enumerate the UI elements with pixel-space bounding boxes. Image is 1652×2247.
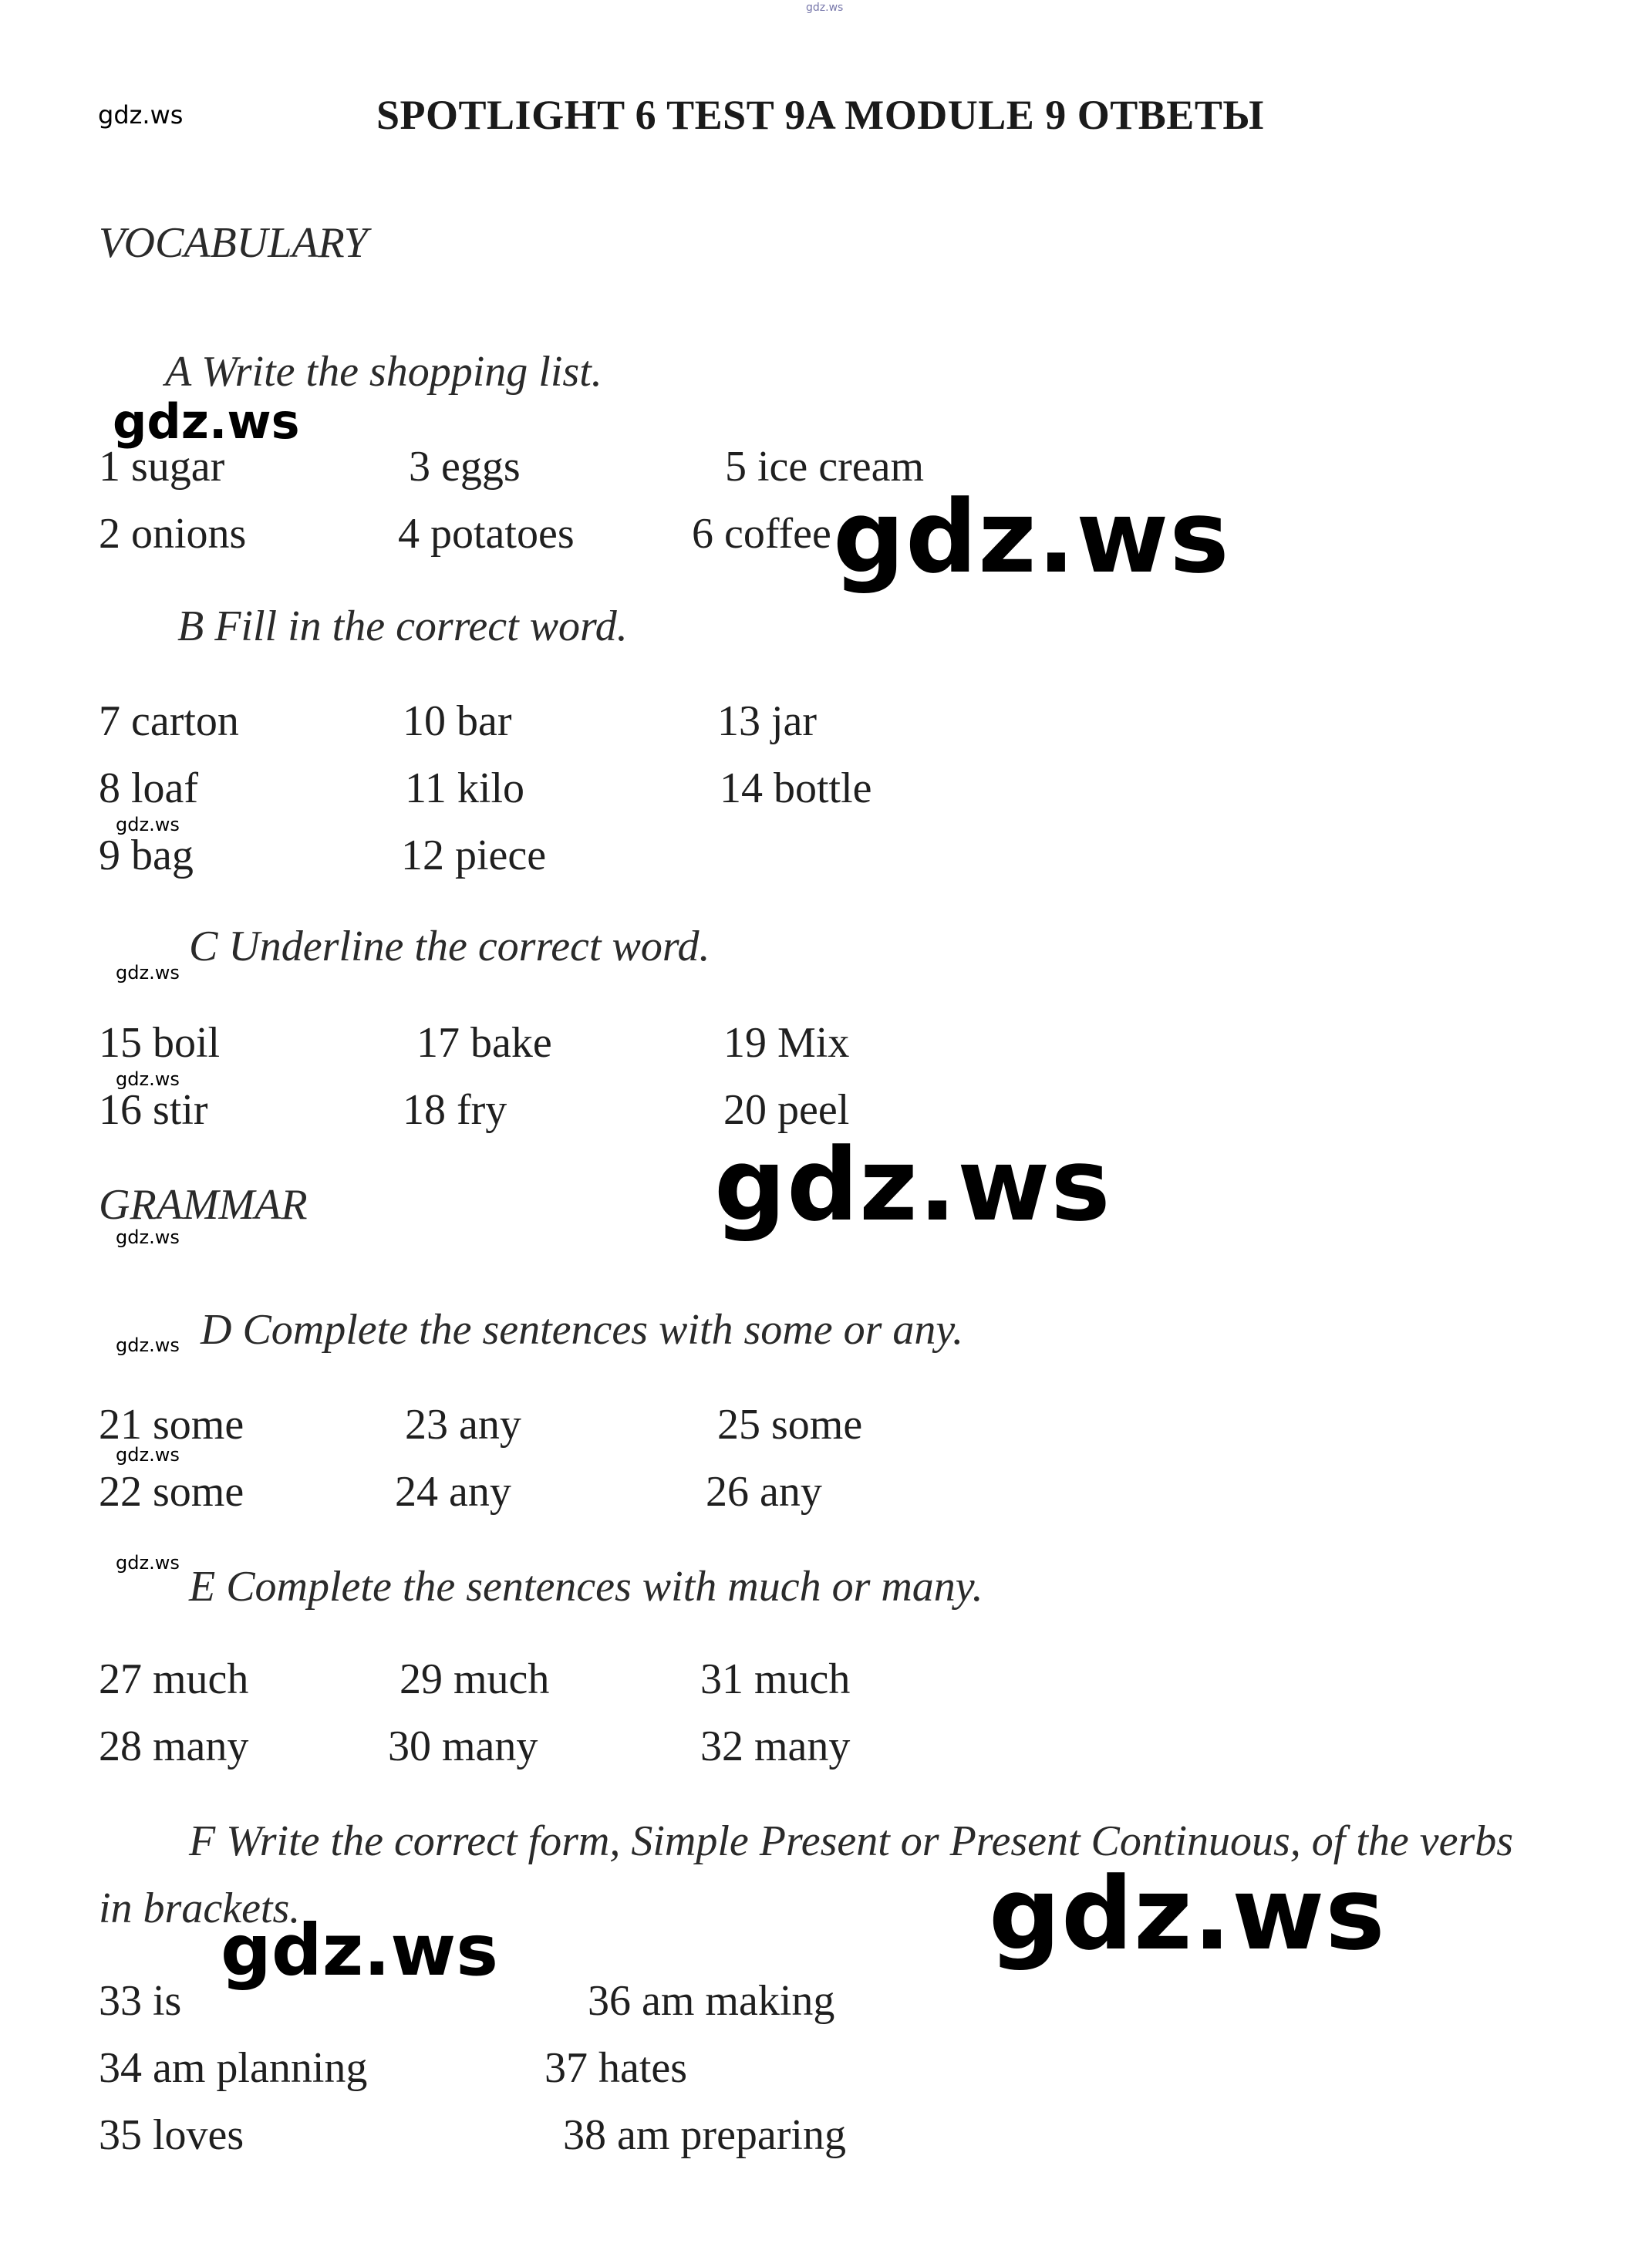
- answer-7: 7 carton: [99, 697, 239, 745]
- answer-11: 11 kilo: [405, 764, 525, 812]
- answer-24: 24 any: [395, 1468, 511, 1516]
- watermark-small: gdz.ws: [116, 814, 180, 835]
- answer-29: 29 much: [400, 1655, 550, 1703]
- header-watermark: gdz.ws: [98, 100, 184, 130]
- task-f-instruction: F Write the correct form, Simple Present or Present Continuous, of the verbs: [189, 1817, 1514, 1865]
- answer-27: 27 much: [99, 1655, 249, 1703]
- watermark-large: gdz.ws: [833, 478, 1230, 595]
- answer-31: 31 much: [700, 1655, 851, 1703]
- answer-23: 23 any: [405, 1401, 521, 1449]
- answer-5: 5 ice cream: [725, 443, 925, 491]
- answer-32: 32 many: [700, 1722, 851, 1770]
- task-e-instruction: E Complete the sentences with much or many.: [189, 1563, 983, 1611]
- answer-34: 34 am planning: [99, 2044, 368, 2092]
- answer-17: 17 bake: [416, 1019, 552, 1067]
- watermark-large: gdz.ws: [714, 1126, 1111, 1243]
- answer-10: 10 bar: [403, 697, 512, 745]
- answer-2: 2 onions: [99, 510, 247, 558]
- page-title: SPOTLIGHT 6 TEST 9A MODULE 9 ОТВЕТЫ: [376, 92, 1264, 138]
- answer-19: 19 Mix: [723, 1019, 850, 1067]
- watermark-small: gdz.ws: [116, 1444, 180, 1466]
- answer-37: 37 hates: [544, 2044, 688, 2092]
- answer-22: 22 some: [99, 1468, 244, 1516]
- answer-16: 16 stir: [99, 1086, 208, 1134]
- watermark-small: gdz.ws: [116, 962, 180, 983]
- task-d-instruction: D Complete the sentences with some or any.: [201, 1306, 964, 1354]
- answer-9: 9 bag: [99, 832, 194, 879]
- answer-3: 3 eggs: [409, 443, 521, 491]
- answer-4: 4 potatoes: [398, 510, 575, 558]
- answer-28: 28 many: [99, 1722, 249, 1770]
- answer-1: 1 sugar: [99, 443, 225, 491]
- watermark-medium: gdz.ws: [113, 393, 300, 450]
- watermark-small: gdz.ws: [116, 1552, 180, 1574]
- answer-25: 25 some: [717, 1401, 863, 1449]
- task-f-instruction-continued: in brackets.: [99, 1884, 301, 1932]
- grammar-heading: GRAMMAR: [99, 1181, 308, 1229]
- watermark-small: gdz.ws: [116, 1068, 180, 1090]
- answer-18: 18 fry: [403, 1086, 507, 1134]
- task-b-instruction: B Fill in the correct word.: [177, 602, 628, 650]
- watermark-small: gdz.ws: [116, 1226, 180, 1248]
- answer-15: 15 boil: [99, 1019, 221, 1067]
- answer-26: 26 any: [706, 1468, 822, 1516]
- watermark-large: gdz.ws: [989, 1855, 1386, 1972]
- watermark-small: gdz.ws: [116, 1334, 180, 1356]
- answer-20: 20 peel: [723, 1086, 850, 1134]
- answer-38: 38 am preparing: [563, 2111, 846, 2159]
- answer-35: 35 loves: [99, 2111, 244, 2159]
- answer-21: 21 some: [99, 1401, 244, 1449]
- answer-14: 14 bottle: [720, 764, 872, 812]
- answer-8: 8 loaf: [99, 764, 199, 812]
- answer-13: 13 jar: [717, 697, 818, 745]
- answer-6: 6 coffee: [692, 510, 831, 558]
- watermark-medium: gdz.ws: [221, 1909, 498, 1992]
- answer-12: 12 piece: [401, 832, 547, 879]
- task-c-instruction: C Underline the correct word.: [189, 923, 710, 970]
- answer-33: 33 is: [99, 1977, 182, 2025]
- answer-36: 36 am making: [588, 1977, 835, 2025]
- task-a-instruction: A Write the shopping list.: [165, 348, 602, 396]
- answer-30: 30 many: [388, 1722, 538, 1770]
- vocabulary-heading: VOCABULARY: [99, 219, 368, 267]
- top-watermark: gdz.ws: [806, 2, 844, 14]
